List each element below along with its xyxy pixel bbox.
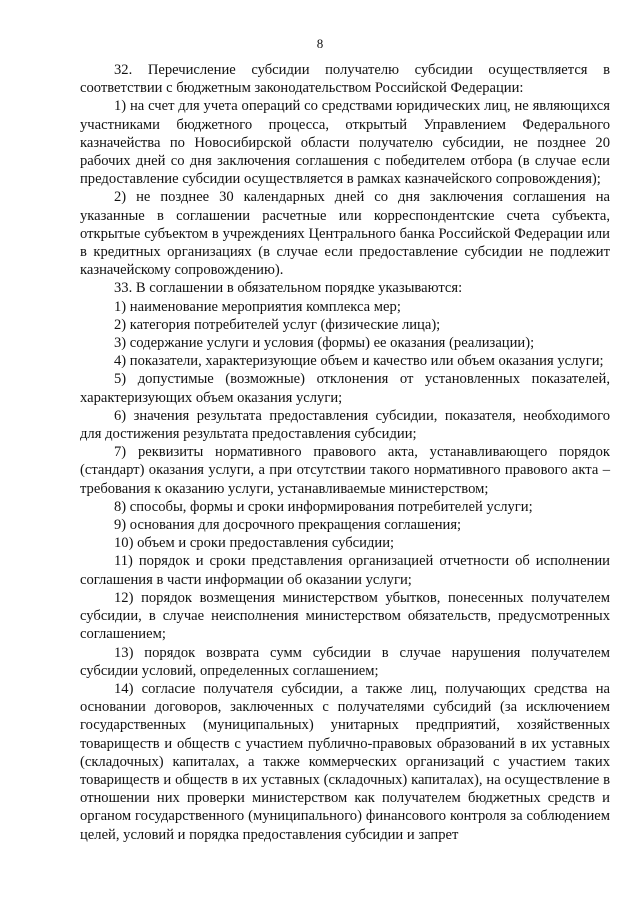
paragraph-33-item-5: 5) допустимые (возможные) отклонения от установленных показателей, характеризующих объем оказания услуги; [80,371,610,406]
paragraph-33-item-13: 13) порядок возврата сумм субсидии в случае нарушения получателем субсидии условий, определенных соглашением; [80,644,610,679]
paragraph-33-item-12: 12) порядок возмещения министерством убытков, понесенных получателем субсидии, в случае неисполнения министерством обязательств, предусмотренных соглашением; [80,589,610,643]
paragraph-32-item-2: 2) не позднее 30 календарных дней со дня заключения соглашения на указанные в соглашении расчетные или корреспондентские счета субъекта, открытые субъектом в учреждениях Центрального банка Российской Федерации или в кредитных организациях (в случае если предоставление субсидии не подлежит казначейскому сопровождению). [80,189,610,279]
paragraph-33-item-9: 9) основания для досрочного прекращения соглашения; [114,517,462,534]
paragraph-33-item-10: 10) объем и сроки предоставления субсидии; [114,535,395,552]
paragraph-33: 33. В соглашении в обязательном порядке указываются: [114,280,463,297]
paragraph-33-item-1: 1) наименование мероприятия комплекса мер; [114,298,401,315]
paragraph-32-item-1: 1) на счет для учета операций со средствами юридических лиц, не являющихся участниками бюджетного процесса, открытый Управлением Федерального казначейства по Новосибирской области получателю субсидии, не позднее 20 рабочих дней со дня заключения соглашения с победителем отбора (в случае если предоставление субсидии осуществляется в рамках казначейского сопровождения); [80,98,610,188]
paragraph-33-item-14: 14) согласие получателя субсидии, а также лиц, получающих средства на основании договоров, заключенных с получателями субсидий (за исключением государственных (муниципальных) унитарных предприятий, хозяйственных товариществ и обществ с участием публично-правовых образований в их уставных (складочных) капиталах, а также коммерческих организаций с участием таких товариществ и обществ в их уставных (складочных) капиталах), на осуществление в отношении них проверки министерством как получателем бюджетных средств и органом государственного (муниципального) финансового контроля за соблюдением целей, условий и порядка предоставления субсидии и запрет [80,680,610,843]
paragraph-33-item-11: 11) порядок и сроки представления организацией отчетности об исполнении соглашения в части информации об оказании услуги; [80,553,610,588]
paragraph-33-item-6: 6) значения результата предоставления субсидии, показателя, необходимого для достижения результата предоставления субсидии; [80,407,610,443]
paragraph-33-item-3: 3) содержание услуги и условия (формы) ее оказания (реализации); [114,335,535,352]
paragraph-33-item-8: 8) способы, формы и сроки информирования потребителей услуги; [114,498,533,515]
paragraph-32: 32. Перечисление субсидии получателю субсидии осуществляется в соответствии с бюджетным законодательством Российской Федерации: [80,62,610,97]
document-body [80,61,610,844]
paragraph-33-item-2: 2) категория потребителей услуг (физические лица); [114,316,441,333]
paragraph-33-item-7: 7) реквизиты нормативного правового акта, устанавливающего порядок (стандарт) оказания услуги, а при отсутствии такого нормативного правового акта – требования к оказанию услуги, устанавливаемые министерством; [80,444,610,497]
paragraph-33-item-4: 4) показатели, характеризующие объем и качество или объем оказания услуги; [114,353,604,370]
page-number: 8 [316,36,324,51]
